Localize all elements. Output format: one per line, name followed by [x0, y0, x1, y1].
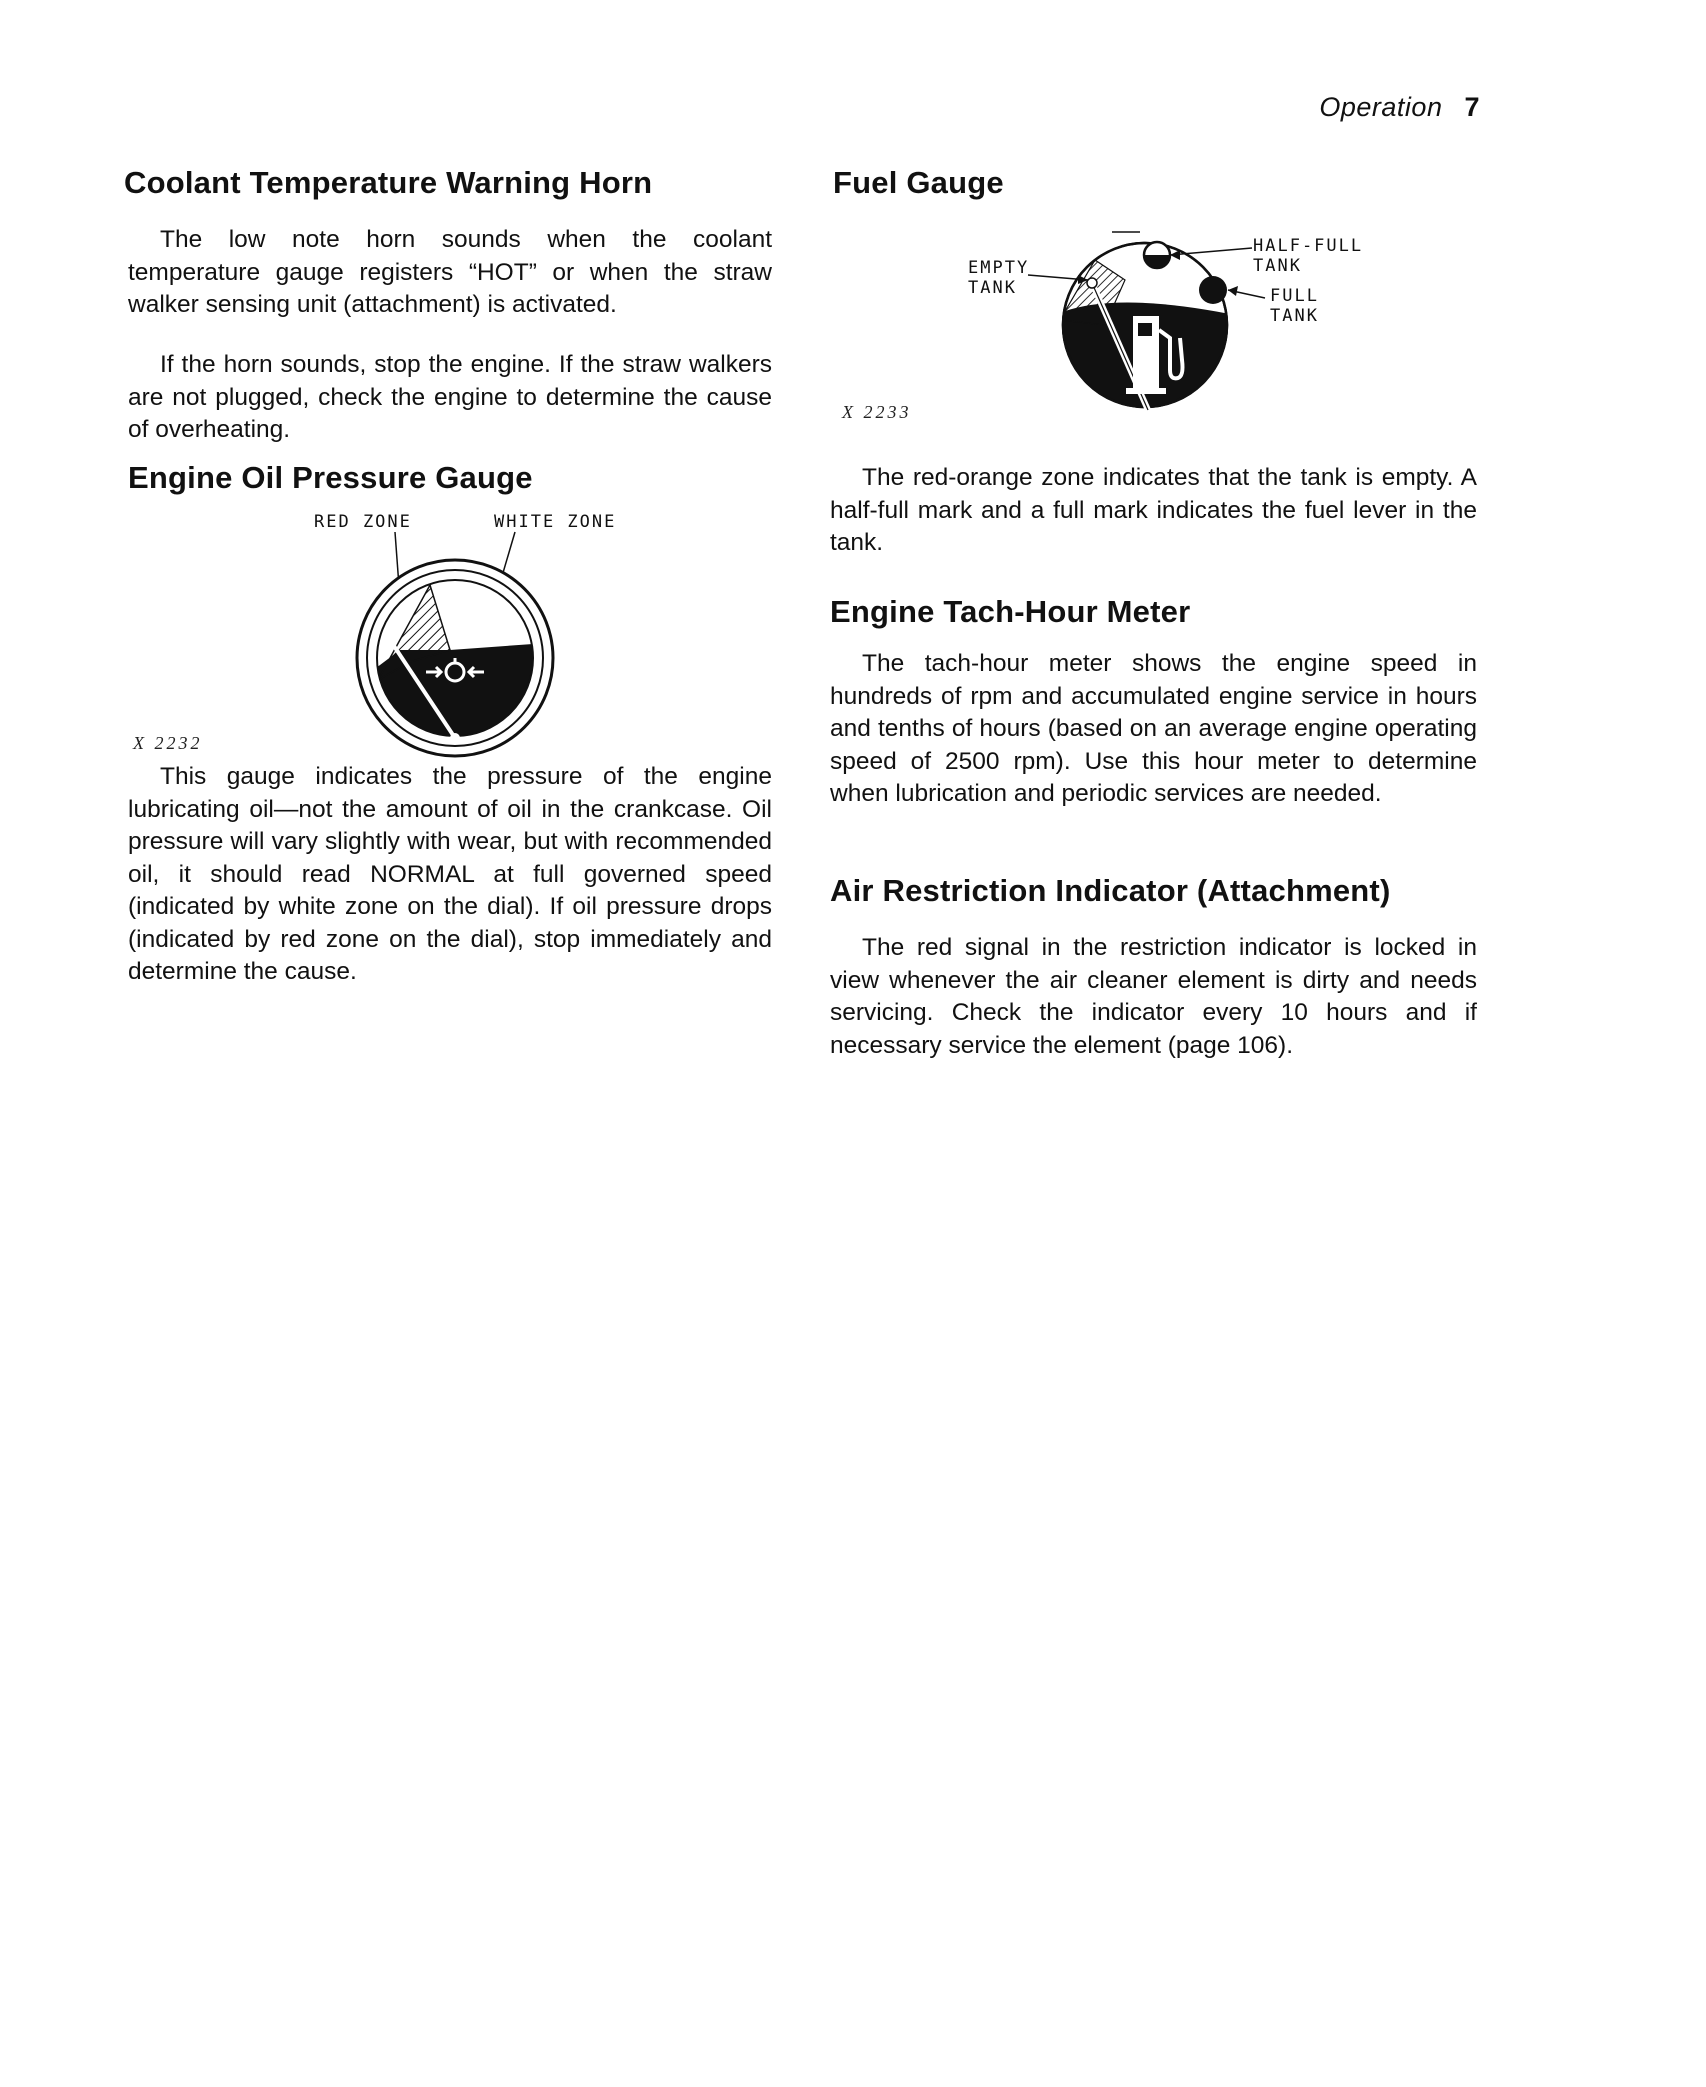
coolant-horn-paragraph-2: If the horn sounds, stop the engine. If the straw walkers are not plugged, check the engine to determine the cause of overheating. [128, 351, 772, 443]
full-tank-label: FULL TANK [1270, 286, 1319, 326]
full-marker-icon [1199, 276, 1227, 304]
oil-pressure-paragraph: This gauge indicates the pressure of the engine lubricating oil—not the amount of oil in the crankcase. Oil pressure will vary slightly with wear, but with recommended oil, it should read NORMAL at full governed speed (indicated by white zone on the dial). If oil pressure drops (indicated by red zone on the dial), stop immediately and determine the cause. [128, 763, 772, 985]
page-number: 7 [1464, 92, 1480, 122]
oil-figure-number: X 2232 [133, 733, 203, 753]
oil-gauge-needle-hub [450, 733, 460, 743]
half-full-tank-label: HALF-FULL TANK [1253, 236, 1364, 276]
red-zone-label: RED ZONE [314, 512, 412, 532]
air-restriction-heading: Air Restriction Indicator (Attachment) [830, 873, 1391, 908]
coolant-horn-paragraph-1: The low note horn sounds when the coolant temperature gauge registers “HOT” or when the straw walker sensing unit (attachment) is activated. [128, 226, 772, 318]
white-zone-label: WHITE ZONE [494, 512, 617, 532]
coolant-horn-heading: Coolant Temperature Warning Horn [124, 165, 653, 200]
section-name: Operation [1319, 92, 1443, 122]
air-restriction-paragraph: The red signal in the restriction indicator is locked in view whenever the air cleaner element is dirty and needs servicing. Check the indicator every 10 hours and if necessary service the element (page 106). [830, 934, 1477, 1059]
fuel-gauge-paragraph: The red-orange zone indicates that the tank is empty. A half-full mark and a full mark indicates the fuel lever in the tank. [830, 464, 1477, 556]
fuel-figure-number: X 2233 [842, 402, 912, 422]
empty-tank-label: EMPTY TANK [968, 258, 1030, 298]
oil-pressure-heading: Engine Oil Pressure Gauge [128, 460, 533, 495]
fuel-gauge-heading: Fuel Gauge [833, 165, 1004, 200]
tach-hour-paragraph: The tach-hour meter shows the engine speed in hundreds of rpm and accumulated engine service in hours and tenths of hours (based on an average engine operating speed of 2500 rpm). Use this hour meter to determine when lubrication and periodic services are needed. [830, 650, 1477, 807]
fuel-gauge-illustration [1020, 220, 1270, 430]
running-head [1319, 92, 1480, 123]
tach-hour-heading: Engine Tach-Hour Meter [830, 594, 1191, 629]
oil-pressure-gauge-illustration [340, 530, 580, 760]
